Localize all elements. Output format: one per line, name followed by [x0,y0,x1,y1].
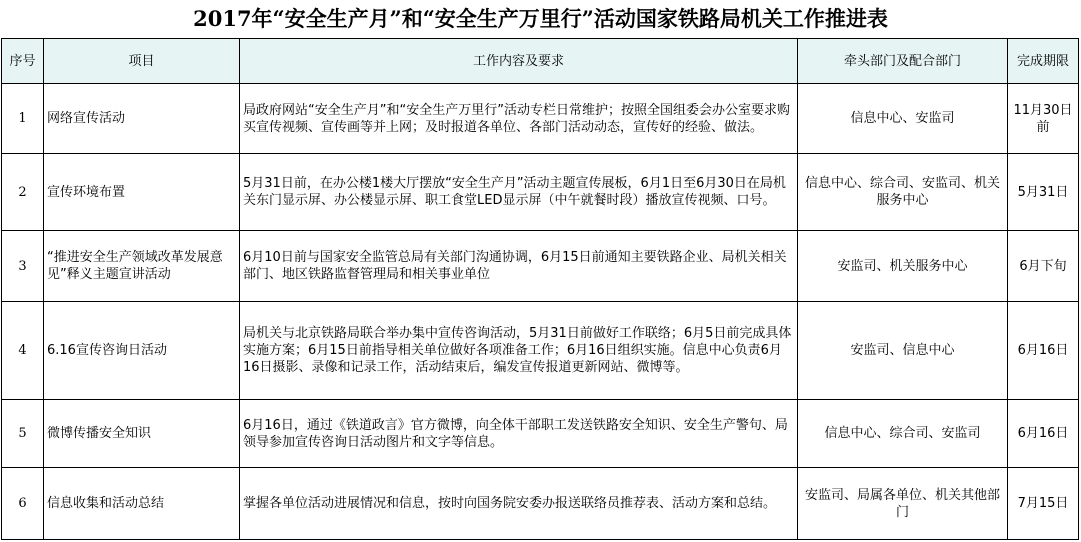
row-item: 宣传环境布置 [44,154,240,231]
row-item: 网络宣传活动 [44,84,240,154]
row-no: 6 [2,468,44,540]
page-title: 2017年“安全生产月”和“安全生产万里行”活动国家铁路局机关工作推进表 [193,6,888,31]
row-dept: 安监司、局属各单位、机关其他部门 [798,468,1008,540]
row-deadline: 6月下旬 [1008,231,1079,302]
row-no: 3 [2,231,44,302]
row-dept: 信息中心、安监司 [798,84,1008,154]
row-deadline: 7月15日 [1008,468,1079,540]
table-row [2,400,1079,468]
table-header-row [2,39,1079,84]
header-no: 序号 [2,39,44,84]
row-dept: 信息中心、综合司、安监司、机关服务中心 [798,154,1008,231]
row-content: 6月16日，通过《铁道政言》官方微博，向全体干部职工发送铁路安全知识、安全生产警句、局领导参加宣传咨询日活动图片和文字等信息。 [240,400,798,468]
row-dept: 安监司、信息中心 [798,302,1008,400]
table-row [2,84,1079,154]
work-plan-table [1,38,1079,540]
header-item: 项目 [44,39,240,84]
header-content: 工作内容及要求 [240,39,798,84]
row-content: 5月31日前，在办公楼1楼大厅摆放“安全生产月”活动主题宣传展板，6月1日至6月30日在局机关东门显示屏、办公楼显示屏、职工食堂LED显示屏（中午就餐时段）播放宣传视频、口号。 [240,154,798,231]
row-deadline: 6月16日 [1008,400,1079,468]
row-item: 微博传播安全知识 [44,400,240,468]
row-item: 6.16宣传咨询日活动 [44,302,240,400]
row-item: 信息收集和活动总结 [44,468,240,540]
row-content: 掌握各单位活动进展情况和信息，按时向国务院安委办报送联络员推荐表、活动方案和总结。 [240,468,798,540]
row-deadline: 11月30日前 [1008,84,1079,154]
row-content: 局机关与北京铁路局联合举办集中宣传咨询活动，5月31日前做好工作联络；6月5日前完成具体实施方案；6月15日前指导相关单位做好各项准备工作；6月16日组织实施。信息中心负责6月16日摄影、录像和记录工作，活动结束后，编发宣传报道更新网站、微博等。 [240,302,798,400]
header-dept: 牵头部门及配合部门 [798,39,1008,84]
table-row [2,302,1079,400]
row-dept: 信息中心、综合司、安监司 [798,400,1008,468]
row-no: 1 [2,84,44,154]
row-no: 5 [2,400,44,468]
table-row [2,468,1079,540]
table-row [2,154,1079,231]
row-dept: 安监司、机关服务中心 [798,231,1008,302]
row-content: 6月10日前与国家安全监管总局有关部门沟通协调，6月15日前通知主要铁路企业、局机关相关部门、地区铁路监督管理局和相关事业单位 [240,231,798,302]
row-deadline: 6月16日 [1008,302,1079,400]
header-deadline: 完成期限 [1008,39,1079,84]
row-no: 2 [2,154,44,231]
table-row [2,231,1079,302]
row-deadline: 5月31日 [1008,154,1079,231]
row-content: 局政府网站“安全生产月”和“安全生产万里行”活动专栏日常维护；按照全国组委会办公室要求购买宣传视频、宣传画等并上网；及时报道各单位、各部门活动动态，宣传好的经验、做法。 [240,84,798,154]
row-no: 4 [2,302,44,400]
row-item: “推进安全生产领域改革发展意见”释义主题宣讲活动 [44,231,240,302]
